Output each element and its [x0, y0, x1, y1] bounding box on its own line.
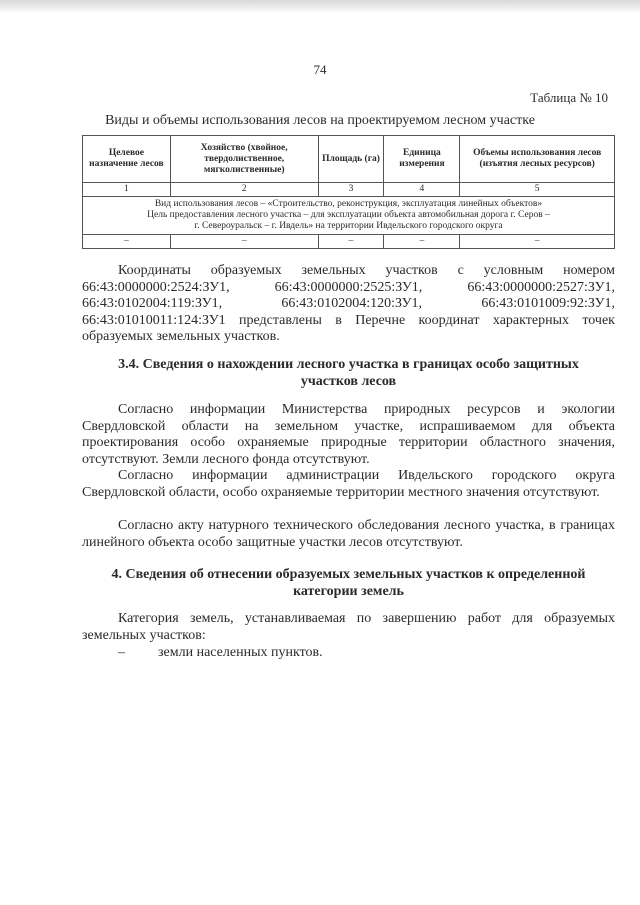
column-number: 1 — [83, 183, 171, 197]
header-unit: Единица измерения — [384, 136, 460, 183]
text-line: 66:43:01010011:124:ЗУ1 представлены в Перечне координат характерных точек — [82, 312, 615, 328]
page-number: 74 — [313, 62, 327, 77]
list-item — [118, 645, 323, 662]
column-number: 2 — [170, 183, 318, 197]
table-cell: – — [460, 235, 615, 249]
table-purpose-row — [83, 197, 615, 235]
purpose-cell — [83, 197, 615, 235]
table-header-row — [83, 136, 615, 183]
coordinates-paragraph — [82, 263, 615, 346]
purpose-line: г. Североуральск – г. Ивдель» на территории Ивдельского городского округа — [194, 221, 503, 231]
section-4-heading — [82, 566, 615, 600]
heading-line: участков лесов — [300, 374, 397, 389]
text-line: Координаты образуемых земельных участков с условным номером — [118, 263, 615, 278]
header-purpose: Целевое назначение лесов — [83, 136, 171, 183]
column-number: 3 — [318, 183, 384, 197]
header-volumes: Объемы использования лесов (изъятия лесных ресурсов) — [460, 136, 615, 183]
purpose-line: Цель предоставления лесного участка – для эксплуатации объекта автомобильная дорога г. Серов – — [147, 210, 550, 220]
purpose-line: Вид использования лесов – «Строительство, реконструкция, эксплуатация линейных объектов» — [154, 199, 543, 209]
section-3-4-paragraph-3: Согласно акту натурного технического обследования лесного участка, в границах линейного объекта особо защитные участки лесов отсутствуют. — [82, 518, 615, 550]
section-3-4-paragraph-2: Согласно информации администрации Ивдельского городского округа Свердловской области, особо охраняемые территории местного значения отсутствуют. — [82, 468, 615, 500]
section-3-4-paragraph-1: Согласно информации Министерства природных ресурсов и экологии Свердловской области на земельном участке, испрашиваемом для объекта проектирования особо охраняемые природные территории областного значения, отсутствуют. Земли лесного фонда отсутствуют. — [82, 402, 615, 467]
list-dash: – — [118, 645, 125, 660]
heading-line: 4. Сведения об отнесении образуемых земельных участков к определенной — [111, 567, 586, 582]
table-caption: Таблица № 10 — [530, 90, 608, 105]
text-line: образуемых земельных участков. — [82, 329, 280, 344]
header-area: Площадь (га) — [318, 136, 384, 183]
table-column-numbers-row — [83, 183, 615, 197]
heading-line: категории земель — [293, 584, 404, 599]
table-cell: – — [318, 235, 384, 249]
column-number: 5 — [460, 183, 615, 197]
section-3-4-heading — [82, 356, 615, 390]
header-household: Хозяйство (хвойное, твердолиственное, мягколиственные) — [170, 136, 318, 183]
table-title: Виды и объемы использования лесов на проектируемом лесном участке — [105, 113, 535, 128]
scan-shadow — [0, 0, 640, 14]
text-line: 66:43:0102004:119:ЗУ1, 66:43:0102004:120:ЗУ1, 66:43:0101009:92:ЗУ1, — [82, 296, 615, 311]
list-item-text: земли населенных пунктов. — [158, 645, 323, 660]
table-empty-row — [83, 235, 615, 249]
column-number: 4 — [384, 183, 460, 197]
section-4-paragraph: Категория земель, устанавливаемая по завершению работ для образуемых земельных участков: — [82, 611, 615, 643]
text-line: 66:43:0000000:2524:ЗУ1, 66:43:0000000:2525:ЗУ1, 66:43:0000000:2527:ЗУ1, — [82, 279, 615, 295]
heading-line: 3.4. Сведения о нахождении лесного участка в границах особо защитных — [118, 357, 579, 372]
forest-usage-table — [82, 135, 615, 249]
table-cell: – — [83, 235, 171, 249]
table-cell: – — [384, 235, 460, 249]
table-cell: – — [170, 235, 318, 249]
